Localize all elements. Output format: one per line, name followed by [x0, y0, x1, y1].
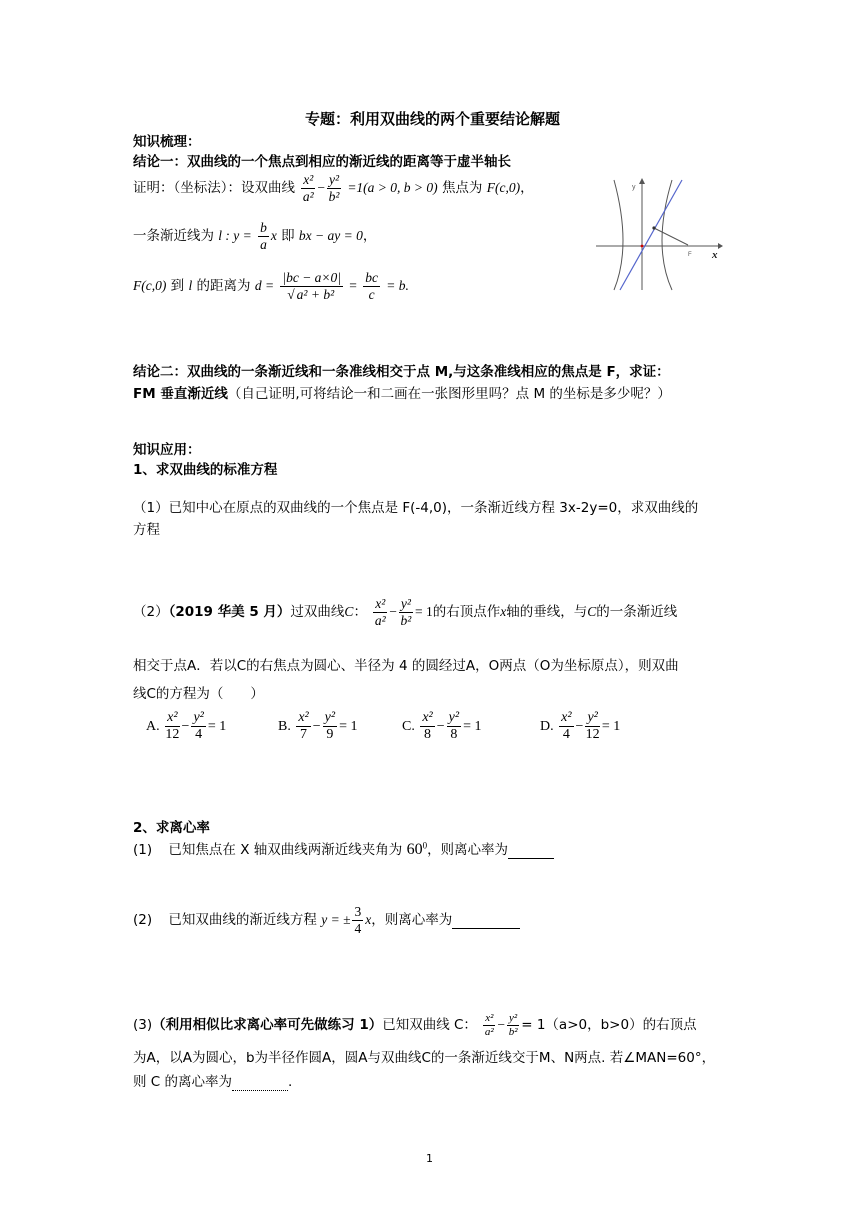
conclusion-two: 结论二：双曲线的一条渐近线和一条准线相交于点 M,与这条准线相应的焦点是 F，求证： — [133, 364, 670, 380]
asymptote-line — [620, 180, 682, 290]
eccentricity-question-1: (1) 已知焦点在 X 轴双曲线两渐近线夹角为 $60^0$，则离心率为 — [133, 838, 554, 859]
question-2-line-2: 相交于点A．若以C的右焦点为圆心、半径为 4 的圆经过A，O两点（O为坐标原点），则双曲 — [133, 658, 679, 674]
asymptote-intro: 一条渐近线为 — [133, 228, 214, 245]
option-d[interactable]: D. $\frac{\text{x²}}{4}$ − $\frac{\text{y²}}{12}$ = 1 — [540, 710, 621, 743]
y-axis-label: y — [632, 184, 636, 191]
x-axis-label: x — [712, 249, 718, 261]
fraction-b-a: $\frac{b}{a}$ — [260, 220, 267, 252]
proof-intro: 证明：（坐标法）：设双曲线 — [133, 180, 295, 197]
focus-text: 焦点为 — [441, 180, 483, 197]
option-b[interactable]: B. $\frac{\text{x²}}{7}$ − $\frac{\text{y²}}{9}$ = 1 — [278, 710, 358, 743]
condition: =1(a > 0, b > 0) — [347, 180, 438, 196]
answer-blank-1[interactable] — [508, 842, 554, 859]
answer-blank-2[interactable] — [452, 912, 520, 929]
fraction-bc-c: $\frac{bc}{c}$ — [365, 270, 378, 302]
eccentricity-question-3-line-1: (3)（利用相似比求离心率可先做练习 1）已知双曲线 C： $\frac{\text{x²}}{\text{a²}}$ − $\frac{\text{y²}}{\text{b²}}$ = 1（a>0，b>0）的右顶点 — [133, 1012, 697, 1038]
page-number: 1 — [426, 1152, 433, 1165]
section-eccentricity: 2、求离心率 — [133, 820, 210, 836]
section-standard-equation: 1、求双曲线的标准方程 — [133, 462, 278, 478]
question-1-line-2: 方程 — [133, 522, 160, 538]
fraction-y2-b2: $\frac{\text{y²}}{\text{b²}}$ — [328, 172, 340, 204]
question-1-line-1: （1）已知中心在原点的双曲线的一个焦点是 F(-4,0)，一条渐近线方程 3x-2y=0，求双曲线的 — [133, 500, 699, 516]
conclusion-two-cont: FM 垂直渐近线（自己证明,可将结论一和二画在一张图形里吗？点 M 的坐标是多少呢？） — [133, 386, 671, 402]
distance-fraction: $\frac{|bc - a\times 0|}{\text{√ a² + b²}}$ — [282, 270, 341, 302]
page-title: 专题：利用双曲线的两个重要结论解题 — [305, 110, 561, 128]
hyperbola-figure — [592, 176, 724, 294]
eccentricity-question-3-line-3: 则 C 的离心率为 . — [133, 1074, 293, 1090]
proof-line-2: 一条渐近线为 l : y = $\frac{b}{a}$ x 即 bx − ay = 0， — [133, 220, 377, 252]
proof-line-1: 证明：（坐标法）：设双曲线 $\frac{\text{x²}}{\text{a²}}$ − $\frac{\text{y²}}{\text{b²}}$ =1(a > 0, b > 0) 焦点为 F(c,0)， — [133, 172, 534, 204]
answer-blank-3[interactable] — [232, 1074, 288, 1091]
left-branch — [614, 180, 623, 290]
asymptote-equation: bx − ay = 0 — [298, 228, 363, 244]
option-c[interactable]: C. $\frac{\text{x²}}{8}$ − $\frac{\text{y²}}{8}$ = 1 — [402, 710, 482, 743]
eccentricity-question-3-line-2: 为A，以A为圆心，b为半径作圆A，圆A与双曲线C的一条渐近线交于M、N两点. 若∠MAN=60°， — [133, 1050, 716, 1066]
fraction-x2-a2: $\frac{\text{x²}}{\text{a²}}$ — [302, 172, 314, 204]
proof-line-3: F(c,0) 到 l 的距离为 d = $\frac{|bc - a\times 0|}{\text{√ a² + b²}}$ = $\frac{bc}{c}$ = b. — [133, 270, 409, 302]
perpendicular-segment — [654, 228, 688, 245]
question-2-line-1: （2）（2019 华美 5 月）过双曲线C： $\frac{\text{x²}}{\text{a²}}$ − $\frac{\text{y²}}{\text{b²}}$ = 1的右顶点作x轴的垂线，与C的一条渐近线 — [133, 596, 678, 628]
option-a[interactable]: A. $\frac{\text{x²}}{12}$ − $\frac{\text{y²}}{4}$ = 1 — [146, 710, 227, 743]
focus-point: F(c,0) — [486, 180, 521, 196]
eccentricity-question-2: (2) 已知双曲线的渐近线方程 y = ± $\frac{3}{4}$ x，则离心率为 — [133, 904, 520, 936]
knowledge-review-heading: 知识梳理： — [133, 134, 201, 150]
conclusion-one: 结论一：双曲线的一个焦点到相应的渐近线的距离等于虚半轴长 — [133, 154, 511, 170]
question-2-line-3: 线C的方程为（ ） — [133, 686, 264, 702]
focus-label: F — [688, 252, 692, 258]
application-heading: 知识应用： — [133, 442, 201, 458]
